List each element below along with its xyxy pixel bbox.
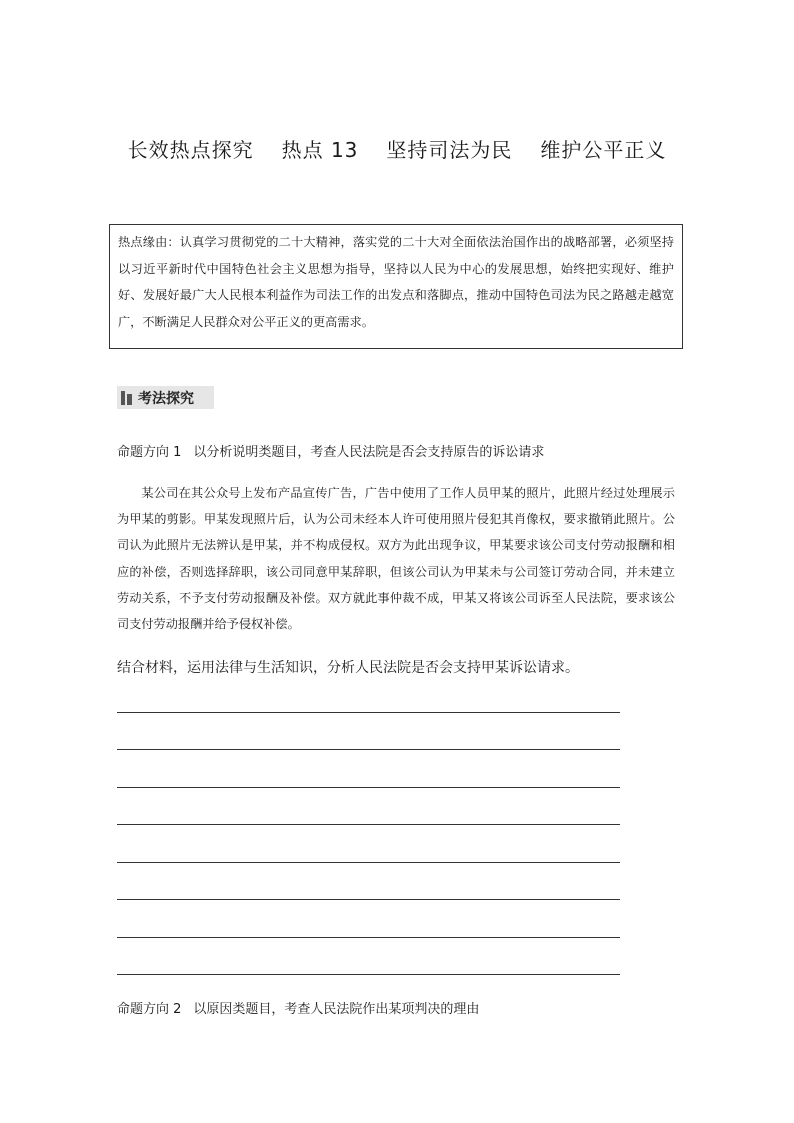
answer-line[interactable] bbox=[117, 824, 620, 825]
page-title bbox=[0, 134, 794, 163]
answer-line[interactable] bbox=[117, 899, 620, 900]
answer-line[interactable] bbox=[117, 937, 620, 938]
hotspot-reason-text: 热点缘由：认真学习贯彻党的二十大精神，落实党的二十大对全面依法治国作出的战略部署，必须坚持以习近平新时代中国特色社会主义思想为指导，坚持以人民为中心的发展思想，始终把实现好、维护好、发展好最广大人民根本利益作为司法工作的出发点和落脚点，推动中国特色司法为民之路越走越宽广，不断满足人民群众对公平正义的更高需求。 bbox=[118, 235, 674, 329]
answer-line[interactable] bbox=[117, 974, 620, 975]
title-topic-a: 坚持司法为民 bbox=[386, 138, 513, 162]
proposition-direction-1 bbox=[117, 441, 544, 460]
title-hot: 热点 13 bbox=[281, 138, 359, 162]
direction-1-number: 命题方向 1 bbox=[117, 445, 182, 460]
answer-line[interactable] bbox=[117, 862, 620, 863]
answer-line[interactable] bbox=[117, 712, 620, 713]
proposition-direction-2 bbox=[117, 998, 479, 1017]
case-material-paragraph: 某公司在其公众号上发布产品宣传广告，广告中使用了工作人员甲某的照片，此照片经过处理展示为甲某的剪影。甲某发现照片后，认为公司未经本人许可使用照片侵犯其肖像权，要求撤销此照片。公司认为此照片无法辨认是甲某，并不构成侵权。双方为此出现争议，甲某要求该公司支付劳动报酬和相应的补偿，否则选择辞职，该公司同意甲某辞职，但该公司认为甲某未与公司签订劳动合同，并未建立劳动关系，不予支付劳动报酬及补偿。双方就此事仲裁不成，甲某又将该公司诉至人民法院，要求该公司支付劳动报酬并给予侵权补偿。 bbox=[117, 486, 675, 632]
direction-1-text: 以分析说明类题目，考查人民法院是否会支持原告的诉讼请求 bbox=[193, 445, 545, 460]
answer-line[interactable] bbox=[117, 787, 620, 788]
section-heading bbox=[117, 386, 214, 409]
question-prompt: 结合材料，运用法律与生活知识，分析人民法院是否会支持甲某诉讼请求。 bbox=[117, 660, 579, 676]
direction-2-text: 以原因类题目，考查人民法院作出某项判决的理由 bbox=[193, 1002, 480, 1017]
section-marker-icon bbox=[121, 391, 133, 405]
hotspot-reason-box bbox=[109, 224, 683, 349]
direction-2-number: 命题方向 2 bbox=[117, 1002, 182, 1017]
section-heading-label: 考法探究 bbox=[138, 390, 194, 407]
title-topic-b: 维护公平正义 bbox=[540, 138, 667, 162]
answer-line[interactable] bbox=[117, 749, 620, 750]
title-prefix: 长效热点探究 bbox=[127, 138, 254, 162]
